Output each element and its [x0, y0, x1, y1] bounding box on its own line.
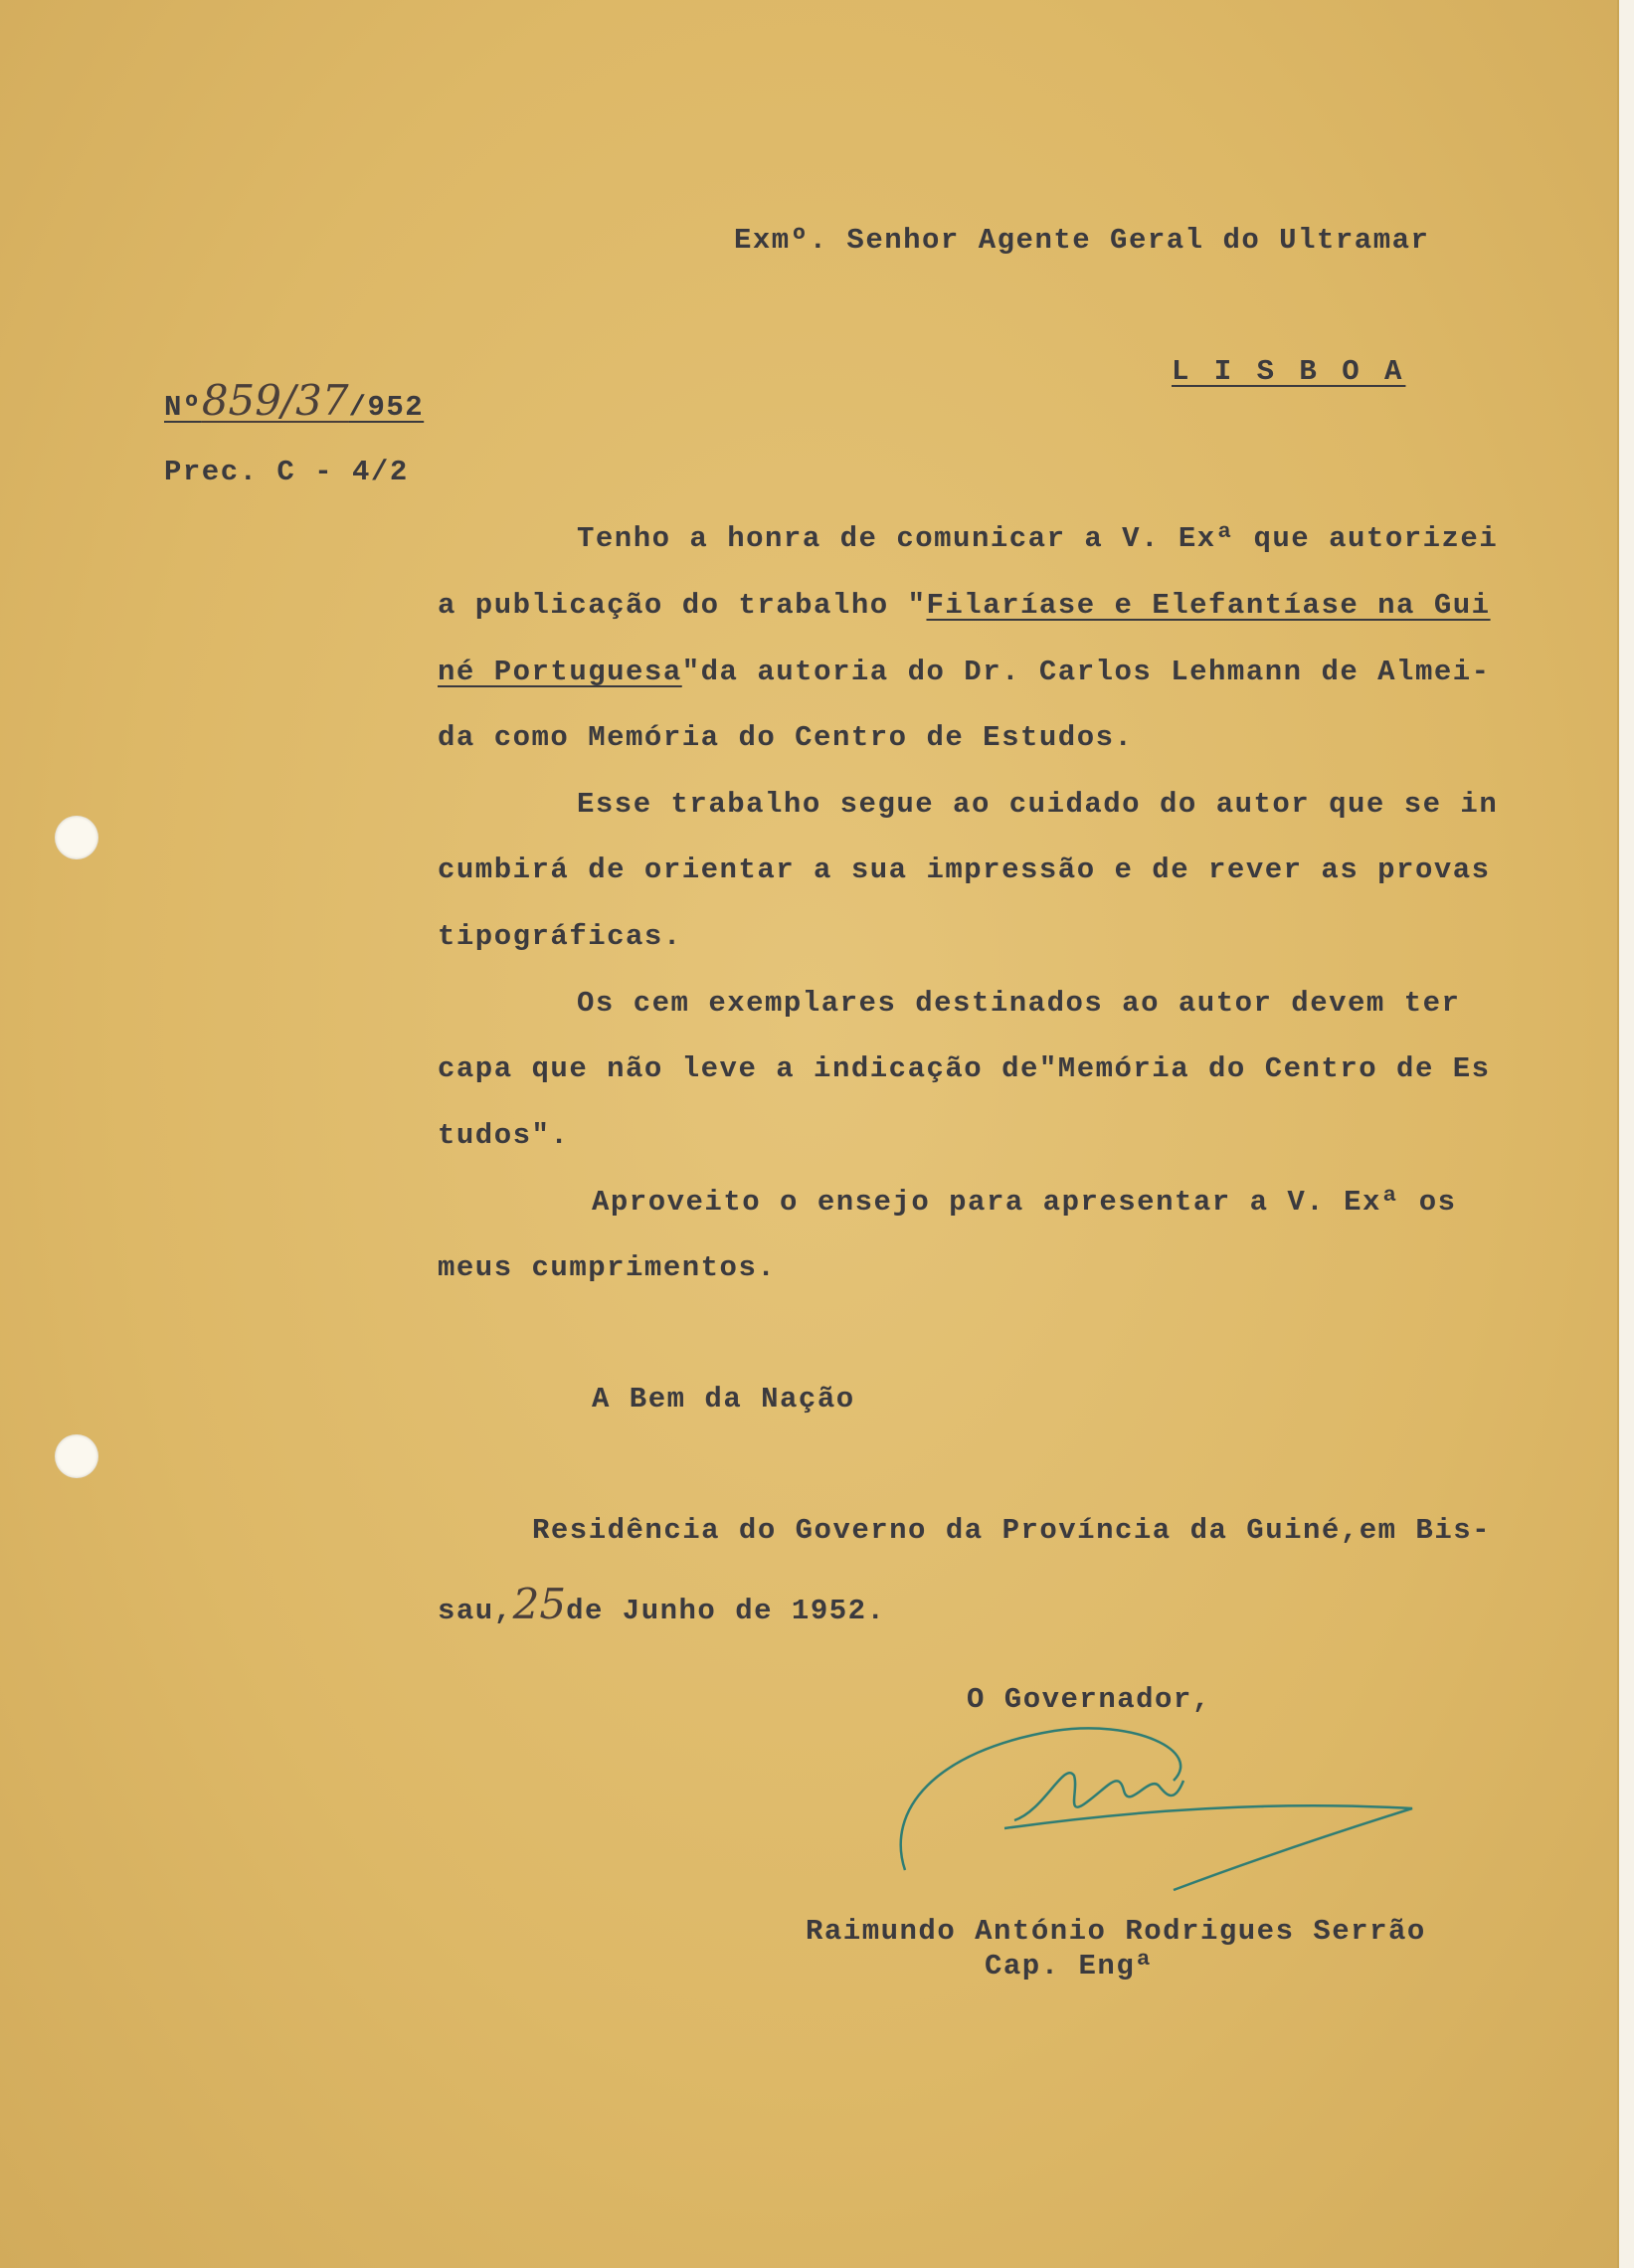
reference-prefix: Nº	[164, 391, 202, 424]
body-line: tipográficas.	[438, 920, 682, 953]
addressee-line: Exmº. Senhor Agente Geral do Ultramar	[734, 224, 1430, 257]
reference-year: /952	[348, 391, 425, 424]
handwritten-reference: 859/37	[201, 376, 349, 425]
reference-number	[164, 376, 424, 425]
signatory-rank: Cap. Engª	[985, 1950, 1155, 1983]
body-line: a publicação do trabalho "Filaríase e Elefantíase na Gui	[438, 589, 1491, 622]
signatory-name: Raimundo António Rodrigues Serrão	[806, 1915, 1426, 1948]
city-heading: L I S B O A	[1172, 355, 1406, 388]
date-line: sau,25de Junho de 1952.	[438, 1580, 886, 1628]
salutation: A Bem da Nação	[592, 1383, 855, 1416]
process-reference: Prec. C - 4/2	[164, 456, 409, 488]
body-line: meus cumprimentos.	[438, 1251, 777, 1284]
punch-hole	[55, 1434, 98, 1478]
body-line: né Portuguesa"da autoria do Dr. Carlos Lehmann de Almei-	[438, 656, 1491, 688]
body-line: Aproveito o ensejo para apresentar a V. Exª os	[592, 1186, 1457, 1219]
work-title-part: Filaríase e Elefantíase na Gui	[926, 589, 1491, 622]
signature	[875, 1691, 1432, 1900]
work-title-part: né Portuguesa	[438, 656, 682, 688]
body-line: tudos".	[438, 1119, 570, 1152]
body-line: capa que não leve a indicação de"Memória do Centro de Es	[438, 1052, 1491, 1085]
place-line: Residência do Governo da Província da Guiné,em Bis-	[532, 1514, 1492, 1547]
signatory-role: O Governador,	[967, 1683, 1211, 1716]
body-line: Tenho a honra de comunicar a V. Exª que autorizei	[577, 522, 1499, 555]
handwritten-day: 25	[512, 1580, 567, 1628]
body-line: cumbirá de orientar a sua impressão e de rever as provas	[438, 853, 1491, 886]
body-line: da como Memória do Centro de Estudos.	[438, 721, 1134, 754]
body-line: Esse trabalho segue ao cuidado do autor que se in	[577, 788, 1499, 821]
punch-hole	[55, 816, 98, 859]
body-line: Os cem exemplares destinados ao autor devem ter	[577, 987, 1461, 1020]
